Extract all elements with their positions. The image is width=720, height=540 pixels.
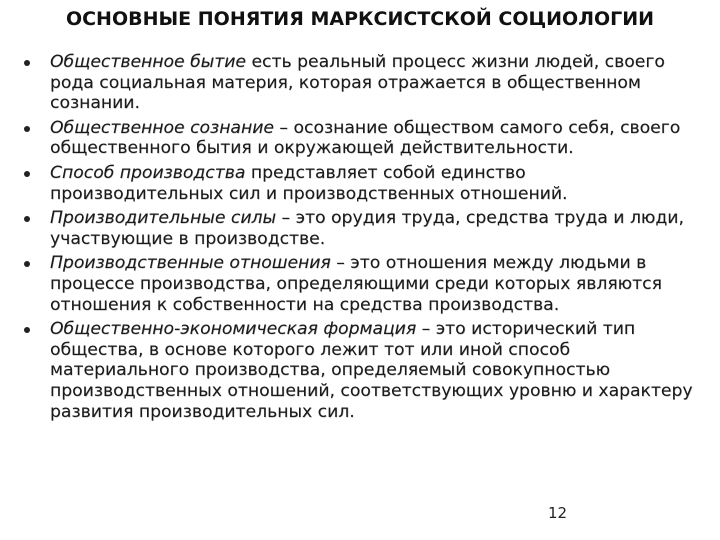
definition-productive-forces: – это орудия труда, средства труда и люди, участвующие в производстве. (50, 208, 684, 249)
definition-socio-economic-formation: – это исторический тип общества, в основе которого лежит тот или иной способ материального производства, определяемый совокупностью производственных отношений, соответствующих уровню и характеру развития производительных сил. (50, 319, 693, 422)
definition-relations-of-production: – это отношения между людьми в процессе производства, определяющими среди которых являются отношения к собственности на средства производства. (50, 253, 662, 315)
definition-social-consciousness: – осознание обществом самого себя, своего общественного бытия и окружающей действительности. (50, 117, 681, 159)
list-item-social-being (22, 52, 702, 114)
list-item-relations-of-production (22, 253, 702, 315)
page-number: 12 (548, 504, 568, 522)
definition-mode-of-production: представляет собой единство производительных сил и производственных отношений. (50, 162, 568, 204)
term-social-being: Общественное бытие (50, 52, 247, 72)
list-item-productive-forces (22, 208, 702, 249)
definition-list (22, 52, 702, 426)
list-item-socio-economic-formation (22, 319, 702, 422)
definition-social-being: есть реальный процесс жизни людей, своего рода социальная материя, которая отражается в общественном сознании. (50, 52, 665, 114)
list-item-social-consciousness (22, 118, 702, 159)
term-socio-economic-formation: Общественно-экономическая формация (50, 319, 417, 340)
term-relations-of-production: Производственные отношения (50, 253, 331, 274)
term-productive-forces: Производительные силы (50, 208, 277, 229)
list-item-mode-of-production (22, 163, 702, 204)
term-social-consciousness: Общественное сознание (50, 117, 274, 138)
term-mode-of-production: Способ производства (50, 162, 246, 183)
slide-title: ОСНОВНЫЕ ПОНЯТИЯ МАРКСИСТСКОЙ СОЦИОЛОГИИ (65, 8, 655, 30)
